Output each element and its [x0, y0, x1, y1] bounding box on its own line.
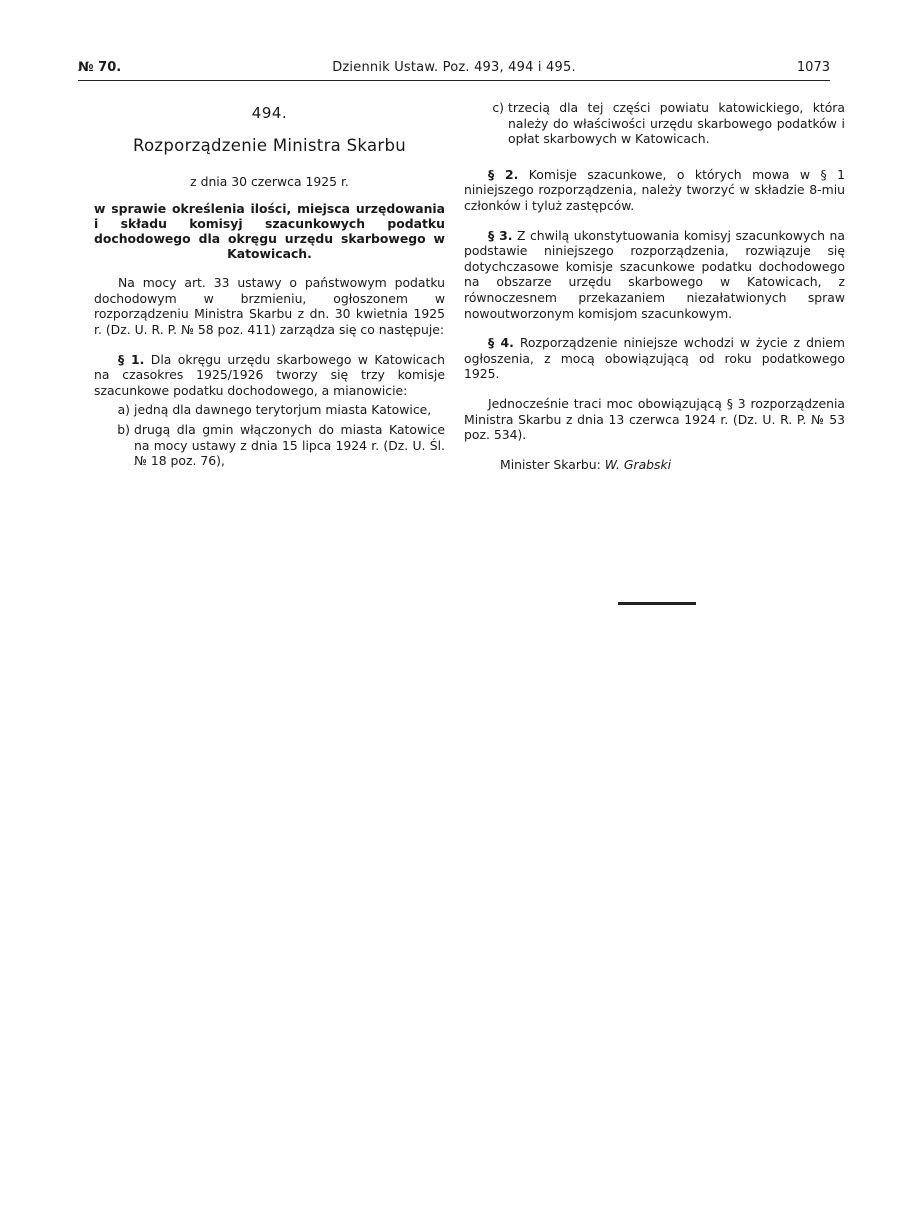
section-4 — [464, 335, 845, 382]
list-item-label: c) — [492, 100, 504, 115]
list-item — [464, 100, 845, 147]
list-item-text: trzecią dla tej części powiatu katowickiego, która należy do właściwości urzędu skarbowego podatków i opłat skarbowych w Katowicach. — [508, 100, 845, 147]
regulation-title: Rozporządzenie Ministra Skarbu — [133, 135, 406, 155]
section-4-label: § 4. — [488, 335, 514, 351]
page-header — [78, 60, 830, 80]
section-3 — [464, 228, 845, 322]
section-2 — [464, 167, 845, 214]
list-item-label: a) — [117, 402, 130, 418]
list-item — [94, 402, 445, 418]
regulation-number: 494. — [251, 104, 288, 122]
list-item-text: jedną dla dawnego terytorjum miasta Katowice, — [134, 402, 432, 418]
header-rule — [78, 80, 830, 81]
section-1 — [94, 352, 445, 399]
section-3-text: Z chwilą ukonstytuowania komisyj szacunkowych na podstawie niniejszego rozporządzenia, rozwiązuje się dotychczasowe komisje szacunkowe podatku dochodowego na obszarze urzędu skarbowego w Katowicach, z równoczesnem przekazaniem niezałatwionych spraw nowoutworzonym komisjom szacunkowym. — [464, 227, 845, 321]
page-number: 1073 — [796, 60, 830, 75]
list-item — [94, 422, 445, 469]
signature-name: W. Grabski — [604, 456, 672, 472]
repeal-paragraph: Jednocześnie traci moc obowiązującą § 3 rozporządzenia Ministra Skarbu z dnia 13 czerwca 1924 r. (Dz. U. R. P. № 53 poz. 534). — [464, 395, 845, 443]
signature-role: Minister Skarbu: — [500, 456, 601, 472]
section-1-text: Dla okręgu urzędu skarbowego w Katowicach na czasokres 1925/1926 tworzy się trzy komisje szacunkowe podatku dochodowego, a mianowicie: — [94, 351, 445, 398]
section-2-label: § 2. — [488, 166, 519, 182]
signature — [464, 457, 845, 473]
section-4-text: Rozporządzenie niniejsze wchodzi w życie z dniem ogłoszenia, z mocą obowiązującą od roku podatkowego 1925. — [464, 335, 845, 382]
section-1-label: § 1. — [118, 351, 145, 367]
end-rule — [618, 602, 696, 605]
regulation-subject: w sprawie określenia ilości, miejsca urzędowania i składu komisyj szacunkowych podatku dochodowego dla okręgu urzędu skarbowego w Katowicach. — [94, 201, 445, 262]
issue-number: № 70. — [78, 60, 122, 75]
left-column — [94, 106, 445, 473]
section-2-text: Komisje szacunkowe, o których mowa w § 1 niniejszego rozporządzenia, należy tworzyć w składzie 8-miu członków i tyluż zastępców. — [464, 166, 845, 213]
regulation-date: z dnia 30 czerwca 1925 r. — [190, 173, 349, 189]
journal-title: Dziennik Ustaw. Poz. 493, 494 i 495. — [332, 60, 576, 75]
intro-paragraph: Na mocy art. 33 ustawy o państwowym podatku dochodowym w brzmieniu, ogłoszonem w rozporządzeniu Ministra Skarbu z dn. 30 kwietnia 1925 r. (Dz. U. R. P. № 58 poz. 411) zarządza się co następuje: — [94, 275, 445, 337]
right-column — [464, 100, 845, 472]
list-item-text: drugą dla gmin włączonych do miasta Katowice na mocy ustawy z dnia 15 lipca 1924 r. (Dz. U. Śl. № 18 poz. 76), — [134, 421, 445, 469]
list-item-label: b) — [117, 421, 130, 437]
section-3-label: § 3. — [488, 227, 513, 243]
